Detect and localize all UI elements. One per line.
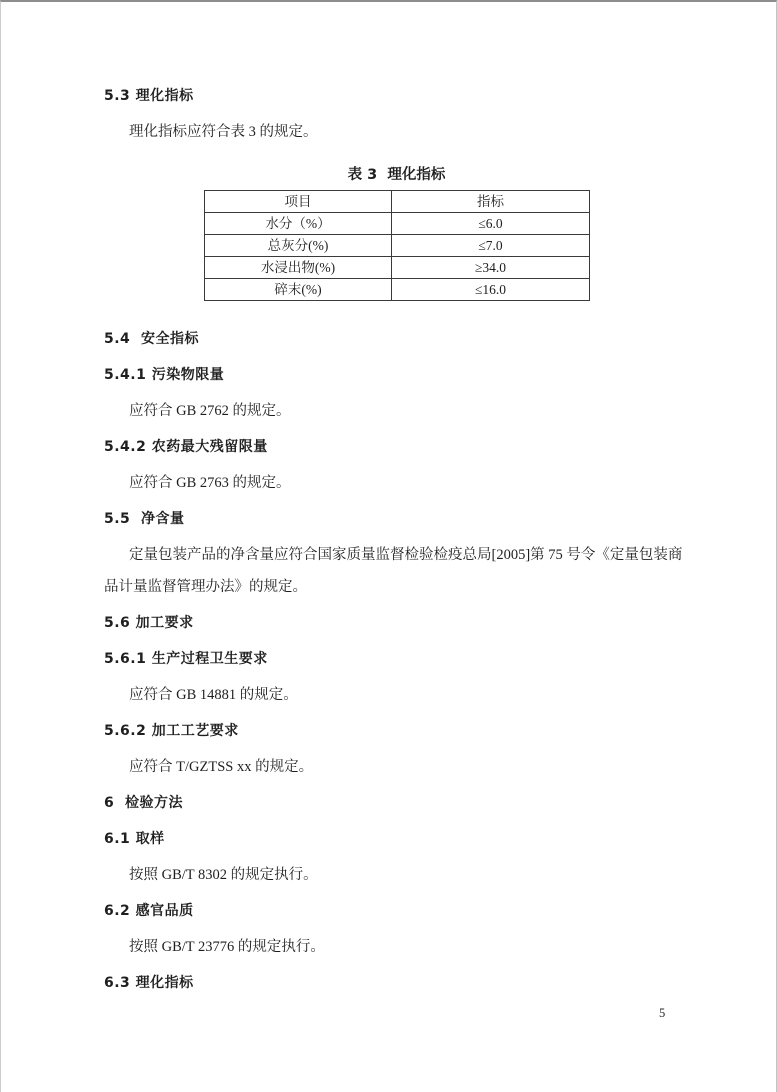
table-cell: ≥34.0 xyxy=(392,257,590,279)
heading-5-5: 5.5 净含量 xyxy=(104,511,185,527)
table-row xyxy=(205,235,590,257)
table-header-row xyxy=(205,191,590,213)
paragraph-5-4-1: 应符合 GB 2762 的规定。 xyxy=(129,403,291,419)
page-number: 5 xyxy=(659,1006,666,1020)
paragraph-5-4-2: 应符合 GB 2763 的规定。 xyxy=(129,475,291,491)
heading-5-4: 5.4 安全指标 xyxy=(104,331,200,347)
heading-5-6: 5.6 加工要求 xyxy=(104,615,194,631)
heading-5-4-1: 5.4.1 污染物限量 xyxy=(104,367,225,383)
heading-6-1: 6.1 取样 xyxy=(104,831,165,847)
table-cell: 水分（%） xyxy=(205,213,392,235)
table-cell: 总灰分(%) xyxy=(205,235,392,257)
heading-5-6-2: 5.6.2 加工工艺要求 xyxy=(104,723,239,739)
paragraph-5-5: 定量包装产品的净含量应符合国家质量监督检验检疫总局[2005]第 75 号令《定量包装商品计量监督管理办法》的规定。 xyxy=(104,547,683,595)
paragraph-6-2: 按照 GB/T 23776 的规定执行。 xyxy=(129,939,325,955)
heading-6-2: 6.2 感官品质 xyxy=(104,903,194,919)
paragraph-5-6-1: 应符合 GB 14881 的规定。 xyxy=(129,687,298,703)
table-row xyxy=(205,213,590,235)
heading-5-6-1: 5.6.1 生产过程卫生要求 xyxy=(104,651,268,667)
heading-6: 6 检验方法 xyxy=(104,795,183,811)
table-header-cell: 指标 xyxy=(392,191,590,213)
table-3-caption: 表 3 理化指标 xyxy=(347,167,446,183)
table-cell: ≤6.0 xyxy=(392,213,590,235)
table-cell: 水浸出物(%) xyxy=(205,257,392,279)
table-cell: ≤16.0 xyxy=(392,279,590,301)
heading-5-3: 5.3 理化指标 xyxy=(104,88,194,104)
table-header-cell: 项目 xyxy=(205,191,392,213)
document-body xyxy=(1,2,776,999)
table-row xyxy=(205,257,590,279)
table-row xyxy=(205,279,590,301)
table-cell: 碎末(%) xyxy=(205,279,392,301)
table-cell: ≤7.0 xyxy=(392,235,590,257)
paragraph-6-1: 按照 GB/T 8302 的规定执行。 xyxy=(129,867,318,883)
paragraph-5-6-2: 应符合 T/GZTSS xx 的规定。 xyxy=(129,759,314,775)
heading-5-4-2: 5.4.2 农药最大残留限量 xyxy=(104,439,268,455)
table-3-physicochemical-indicators xyxy=(204,190,590,301)
heading-6-3: 6.3 理化指标 xyxy=(104,975,194,991)
paragraph-5-3: 理化指标应符合表 3 的规定。 xyxy=(129,124,318,140)
